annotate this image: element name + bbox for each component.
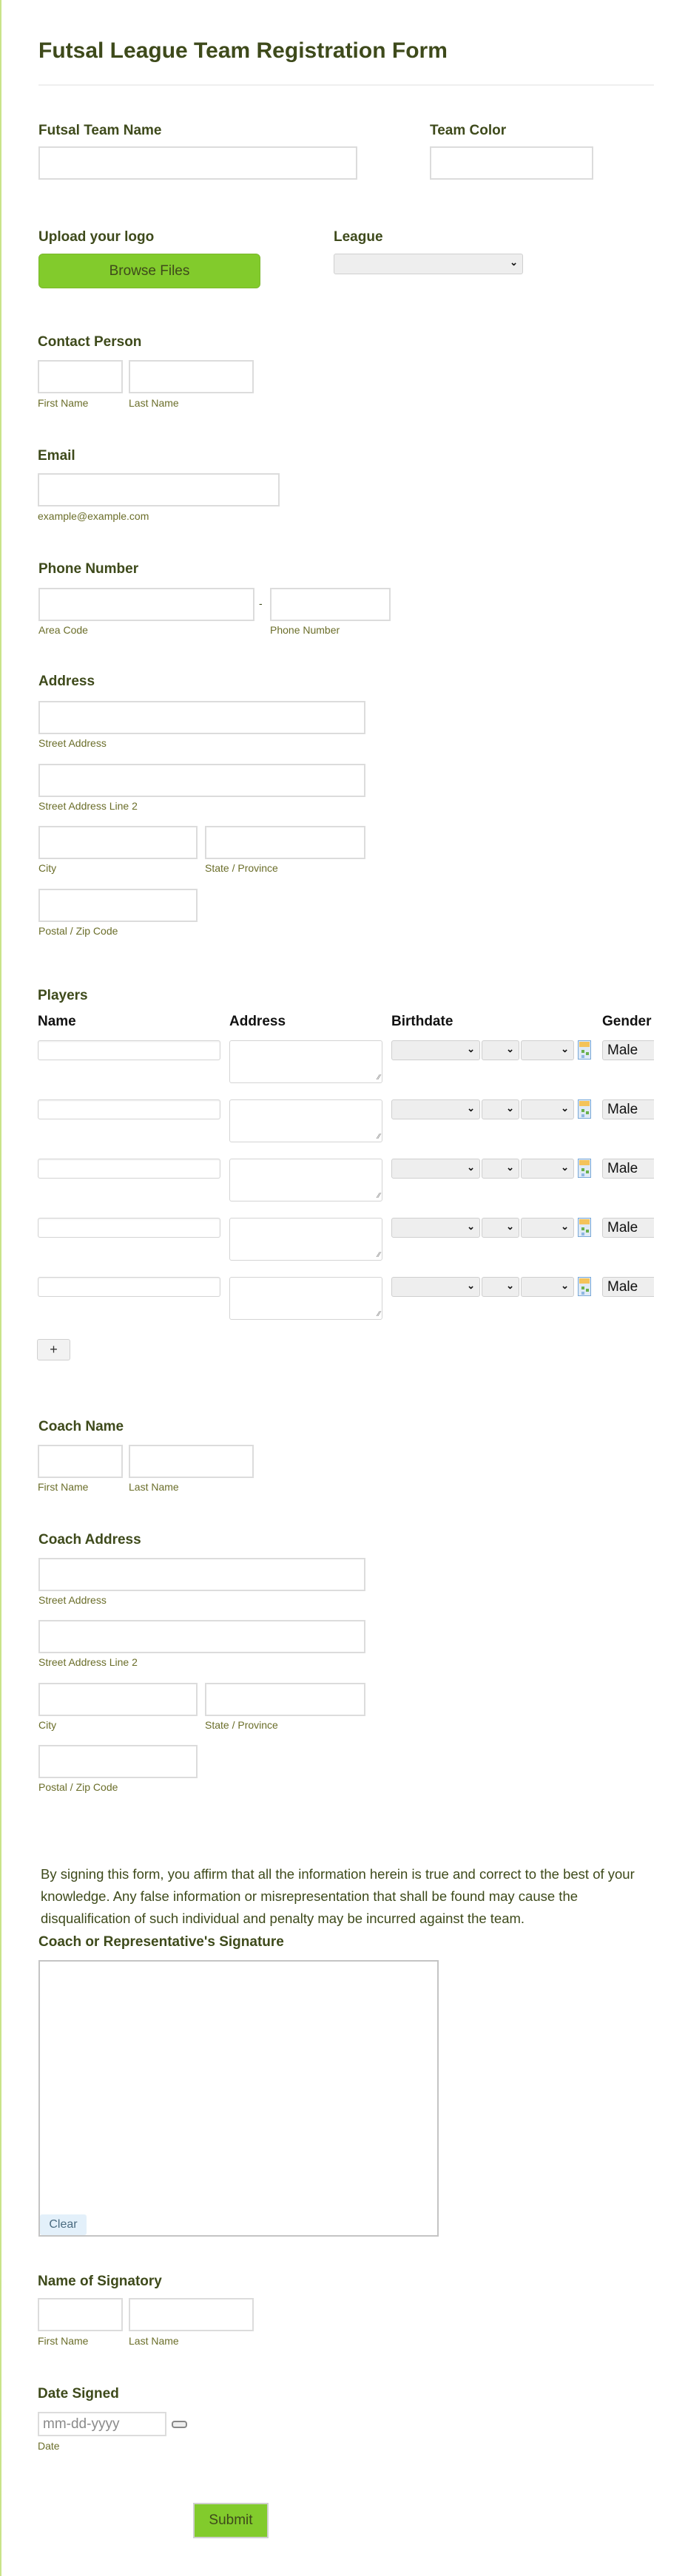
gender-select[interactable]: Male bbox=[602, 1040, 654, 1060]
player-address-textarea[interactable] bbox=[229, 1218, 382, 1261]
phone-number-input[interactable] bbox=[270, 588, 391, 621]
street-address-2-sublabel: Street Address Line 2 bbox=[38, 800, 138, 812]
birth-day-select[interactable] bbox=[482, 1277, 519, 1297]
coach-name-label: Coach Name bbox=[38, 1419, 124, 1434]
calendar-icon[interactable] bbox=[578, 1099, 591, 1119]
coach-city-input[interactable] bbox=[38, 1683, 198, 1716]
birth-month-select[interactable] bbox=[391, 1040, 480, 1060]
resize-handle-icon[interactable]: ∕∕ bbox=[377, 1192, 380, 1200]
gender-select[interactable]: Male bbox=[602, 1218, 654, 1238]
coach-street-input[interactable] bbox=[38, 1558, 365, 1591]
date-signed-input[interactable]: mm-dd-yyyy bbox=[38, 2412, 166, 2436]
city-sublabel: City bbox=[38, 862, 57, 874]
chevron-down-icon: ⌄ bbox=[561, 1043, 569, 1054]
player-name-input[interactable] bbox=[38, 1040, 220, 1060]
contact-last-name-input[interactable] bbox=[129, 360, 254, 393]
street-address-sublabel: Street Address bbox=[38, 737, 107, 749]
coach-city-sublabel: City bbox=[38, 1719, 57, 1731]
player-name-input[interactable] bbox=[38, 1218, 220, 1238]
chevron-down-icon: ⌄ bbox=[561, 1102, 569, 1114]
birth-month-select[interactable] bbox=[391, 1218, 480, 1238]
signatory-label: Name of Signatory bbox=[38, 2274, 162, 2289]
players-label: Players bbox=[38, 988, 88, 1003]
clear-signature-button[interactable]: Clear bbox=[40, 2214, 87, 2235]
coach-state-input[interactable] bbox=[205, 1683, 365, 1716]
chevron-down-icon: ⌄ bbox=[506, 1043, 514, 1054]
league-label: League bbox=[334, 229, 383, 245]
street-address-input[interactable] bbox=[38, 701, 365, 734]
email-sublabel: example@example.com bbox=[38, 510, 149, 522]
birth-year-select[interactable] bbox=[521, 1040, 574, 1060]
player-address-textarea[interactable] bbox=[229, 1040, 382, 1083]
phone-label: Phone Number bbox=[38, 561, 139, 577]
resize-handle-icon[interactable]: ∕∕ bbox=[377, 1133, 380, 1141]
chevron-down-icon: ⌄ bbox=[561, 1162, 569, 1173]
email-input[interactable] bbox=[38, 473, 280, 506]
phone-number-sublabel: Phone Number bbox=[270, 624, 340, 636]
coach-address-label: Coach Address bbox=[38, 1532, 141, 1548]
browse-files-button[interactable]: Browse Files bbox=[38, 254, 260, 288]
postal-input[interactable] bbox=[38, 889, 198, 922]
team-name-input[interactable] bbox=[38, 146, 357, 180]
chevron-down-icon: ⌄ bbox=[467, 1043, 475, 1054]
coach-postal-sublabel: Postal / Zip Code bbox=[38, 1781, 118, 1793]
signatory-last-name-input[interactable] bbox=[129, 2298, 254, 2331]
chevron-down-icon: ⌄ bbox=[506, 1102, 514, 1114]
coach-first-name-input[interactable] bbox=[38, 1445, 123, 1478]
player-address-textarea[interactable] bbox=[229, 1159, 382, 1201]
area-code-sublabel: Area Code bbox=[38, 624, 88, 636]
calendar-icon[interactable] bbox=[578, 1277, 591, 1296]
coach-street-sublabel: Street Address bbox=[38, 1594, 107, 1606]
players-header-name: Name bbox=[38, 1014, 76, 1029]
coach-state-sublabel: State / Province bbox=[205, 1719, 278, 1731]
team-color-input[interactable] bbox=[430, 146, 593, 180]
player-name-input[interactable] bbox=[38, 1159, 220, 1179]
birth-year-select[interactable] bbox=[521, 1218, 574, 1238]
submit-button[interactable]: Submit bbox=[193, 2503, 269, 2538]
birth-month-select[interactable] bbox=[391, 1159, 480, 1179]
logo-label: Upload your logo bbox=[38, 229, 155, 245]
calendar-icon[interactable] bbox=[578, 1040, 591, 1060]
players-header-address: Address bbox=[229, 1014, 286, 1029]
birth-month-select[interactable] bbox=[391, 1277, 480, 1297]
contact-person-label: Contact Person bbox=[38, 334, 142, 350]
contact-last-name-sublabel: Last Name bbox=[129, 397, 179, 409]
coach-postal-input[interactable] bbox=[38, 1745, 198, 1778]
chevron-down-icon: ⌄ bbox=[467, 1280, 475, 1291]
signature-label: Coach or Representative's Signature bbox=[38, 1934, 284, 1950]
city-input[interactable] bbox=[38, 826, 198, 859]
coach-street-2-sublabel: Street Address Line 2 bbox=[38, 1656, 138, 1668]
chevron-down-icon: ⌄ bbox=[510, 257, 518, 268]
date-signed-label: Date Signed bbox=[38, 2386, 119, 2402]
state-input[interactable] bbox=[205, 826, 365, 859]
coach-street-2-input[interactable] bbox=[38, 1620, 365, 1653]
player-name-input[interactable] bbox=[38, 1099, 220, 1119]
signatory-last-name-sublabel: Last Name bbox=[129, 2335, 179, 2347]
player-name-input[interactable] bbox=[38, 1277, 220, 1297]
gender-select[interactable]: Male bbox=[602, 1159, 654, 1179]
chevron-down-icon: ⌄ bbox=[506, 1162, 514, 1173]
team-name-label: Futsal Team Name bbox=[38, 123, 162, 138]
birth-year-select[interactable] bbox=[521, 1099, 574, 1119]
resize-handle-icon[interactable]: ∕∕ bbox=[377, 1074, 380, 1082]
calendar-icon[interactable] bbox=[172, 2421, 187, 2428]
calendar-icon[interactable] bbox=[578, 1218, 591, 1237]
chevron-down-icon: ⌄ bbox=[467, 1102, 475, 1114]
gender-select[interactable]: Male bbox=[602, 1099, 654, 1119]
resize-handle-icon[interactable]: ∕∕ bbox=[377, 1310, 380, 1318]
resize-handle-icon[interactable]: ∕∕ bbox=[377, 1251, 380, 1259]
street-address-2-input[interactable] bbox=[38, 764, 365, 797]
team-color-label: Team Color bbox=[430, 123, 507, 138]
postal-sublabel: Postal / Zip Code bbox=[38, 925, 118, 937]
chevron-down-icon: ⌄ bbox=[506, 1221, 514, 1232]
contact-first-name-input[interactable] bbox=[38, 360, 123, 393]
birth-day-select[interactable] bbox=[482, 1040, 519, 1060]
calendar-icon[interactable] bbox=[578, 1159, 591, 1178]
coach-first-name-sublabel: First Name bbox=[38, 1481, 89, 1493]
date-sublabel: Date bbox=[38, 2440, 60, 2452]
chevron-down-icon: ⌄ bbox=[467, 1221, 475, 1232]
birth-year-select[interactable] bbox=[521, 1277, 574, 1297]
area-code-input[interactable] bbox=[38, 588, 254, 621]
chevron-down-icon: ⌄ bbox=[467, 1162, 475, 1173]
chevron-down-icon: ⌄ bbox=[561, 1280, 569, 1291]
email-label: Email bbox=[38, 448, 75, 464]
coach-last-name-input[interactable] bbox=[129, 1445, 254, 1478]
form-title: Futsal League Team Registration Form bbox=[38, 38, 448, 63]
birth-day-select[interactable] bbox=[482, 1159, 519, 1179]
birth-day-select[interactable] bbox=[482, 1218, 519, 1238]
birth-year-select[interactable] bbox=[521, 1159, 574, 1179]
add-player-button[interactable]: + bbox=[37, 1339, 70, 1360]
player-address-textarea[interactable] bbox=[229, 1277, 382, 1320]
league-select[interactable] bbox=[334, 254, 523, 274]
coach-last-name-sublabel: Last Name bbox=[129, 1481, 179, 1493]
disclaimer-text: By signing this form, you affirm that all the information herein is true and correct to the best of your knowledge. Any false information or misrepresentation that shall be found may cause the disqualification of such individual and penalty may be incurred against the team. bbox=[41, 1866, 635, 1926]
chevron-down-icon: ⌄ bbox=[506, 1280, 514, 1291]
birth-month-select[interactable] bbox=[391, 1099, 480, 1119]
signature-pad[interactable] bbox=[38, 1960, 439, 2237]
player-address-textarea[interactable] bbox=[229, 1099, 382, 1142]
address-label: Address bbox=[38, 674, 95, 689]
signatory-first-name-input[interactable] bbox=[38, 2298, 123, 2331]
chevron-down-icon: ⌄ bbox=[561, 1221, 569, 1232]
gender-select[interactable]: Male bbox=[602, 1277, 654, 1297]
title-divider bbox=[38, 84, 654, 86]
players-header-birthdate: Birthdate bbox=[391, 1014, 453, 1029]
birth-day-select[interactable] bbox=[482, 1099, 519, 1119]
players-header-gender: Gender bbox=[602, 1014, 652, 1029]
contact-first-name-sublabel: First Name bbox=[38, 397, 89, 409]
state-sublabel: State / Province bbox=[205, 862, 278, 874]
signatory-first-name-sublabel: First Name bbox=[38, 2335, 89, 2347]
phone-dash: - bbox=[259, 597, 263, 609]
